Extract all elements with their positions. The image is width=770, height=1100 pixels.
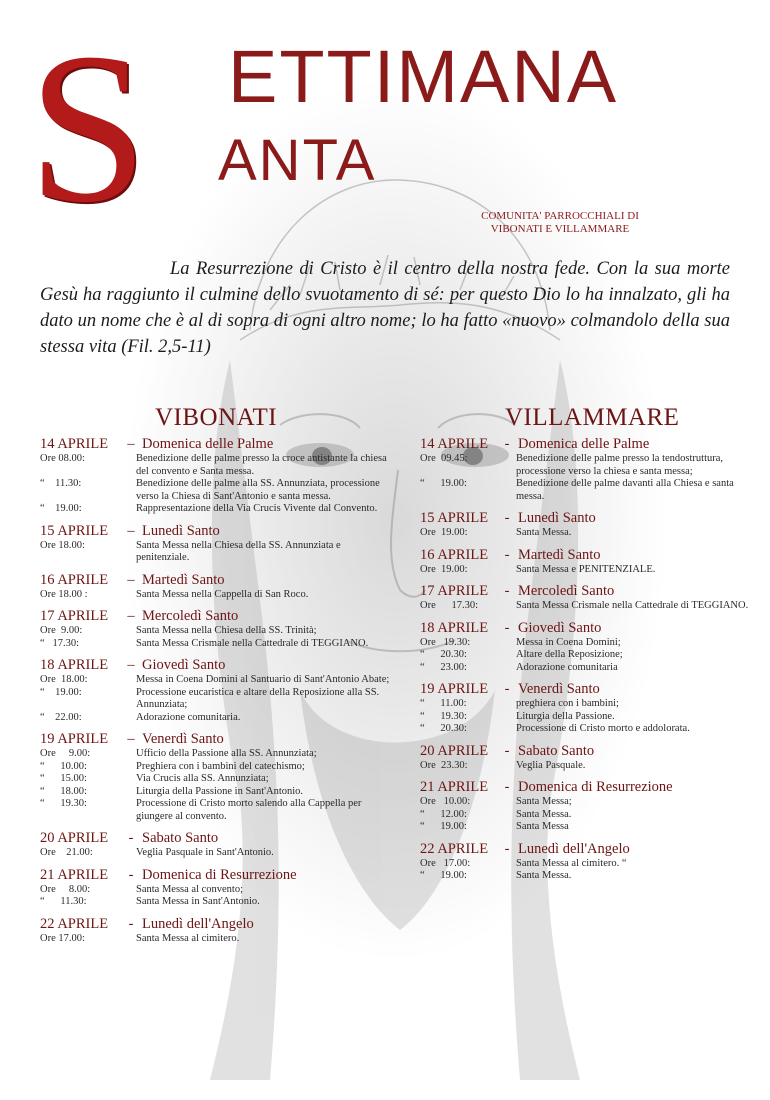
event-time: “ 20.30:: [420, 723, 467, 734]
event-time: Ore 19.00:: [420, 563, 468, 575]
schedule-event: [40, 798, 410, 823]
day-dash: -: [128, 866, 134, 883]
event-description: Santa Messa Crismale nella Cattedrale di TEGGIANO.: [516, 600, 749, 611]
day-dash: -: [504, 840, 510, 857]
schedule-event: [40, 638, 410, 651]
day-heading: [420, 582, 750, 600]
event-time: Ore 10.00:: [420, 796, 471, 807]
event-description: Altare della Reposizione;: [516, 649, 623, 660]
schedule-day: [40, 866, 410, 909]
event-description: Veglia Pasquale.: [516, 759, 586, 771]
day-title: Lunedì dell'Angelo: [518, 840, 630, 857]
event-time: “ 11.00:: [420, 698, 467, 709]
event-description: Santa Messa in Sant'Antonio.: [136, 896, 260, 907]
event-description: Rappresentazione della Via Crucis Vivente dal Convento.: [136, 503, 378, 514]
vibonati-schedule: [40, 435, 410, 951]
day-date: 21 APRILE: [420, 779, 489, 795]
schedule-day: [420, 742, 750, 773]
day-heading: [40, 656, 410, 674]
event-description: Messa in Coena Domini al Santuario di Sant'Antonio Abate;: [136, 674, 390, 685]
day-heading: [40, 522, 410, 540]
schedule-event: [420, 564, 750, 577]
schedule-day: [40, 522, 410, 565]
event-description: Adorazione comunitaria: [516, 661, 618, 673]
schedule-event: [40, 540, 410, 565]
community-subtitle: [430, 210, 690, 236]
event-time: “ 19.00:: [40, 686, 82, 698]
schedule-day: [40, 915, 410, 946]
event-description: Liturgia della Passione in Sant'Antonio.: [136, 785, 304, 797]
title-line-1: ETTIMANA: [228, 35, 619, 118]
schedule-day: [420, 840, 750, 883]
day-title: Domenica delle Palme: [142, 436, 274, 452]
schedule-event: [40, 773, 410, 786]
schedule-event: [420, 723, 750, 736]
day-dash: -: [504, 681, 510, 697]
event-description: Via Crucis alla SS. Annunziata;: [136, 773, 269, 784]
day-dash: -: [504, 619, 510, 636]
day-date: 19 APRILE: [420, 681, 489, 697]
schedule-event: [40, 625, 410, 638]
schedule-event: [40, 453, 410, 478]
day-dash: -: [504, 436, 510, 452]
day-title: Martedì Santo: [518, 546, 601, 563]
day-dash: –: [127, 731, 135, 747]
schedule-event: [40, 503, 410, 516]
event-time: “ 22.00:: [40, 711, 82, 723]
day-heading: [40, 607, 410, 625]
day-date: 18 APRILE: [420, 619, 489, 636]
day-heading: [40, 571, 410, 589]
event-description: Adorazione comunitaria.: [136, 711, 241, 723]
day-heading: [420, 435, 750, 453]
schedule-event: [420, 600, 750, 613]
event-time: Ore 09.45:: [420, 453, 468, 464]
schedule-event: [40, 589, 410, 602]
event-description: Preghiera con i bambini del catechismo;: [136, 760, 305, 772]
event-description: Processione di Cristo morto e addolorata.: [516, 723, 690, 734]
day-date: 19 APRILE: [40, 731, 109, 747]
day-date: 18 APRILE: [40, 657, 109, 673]
day-date: 20 APRILE: [40, 830, 109, 846]
event-time: “ 19.00:: [40, 503, 82, 514]
schedule-day: [420, 546, 750, 577]
schedule-day: [40, 435, 410, 516]
day-title: Domenica di Resurrezione: [518, 779, 673, 795]
schedule-event: [420, 796, 750, 809]
day-dash: -: [504, 779, 510, 795]
day-dash: -: [128, 830, 134, 846]
event-time: “ 12.00:: [420, 808, 467, 820]
event-description: Benedizione delle palme presso la croce antistante la chiesa del convento e Santa messa.: [136, 453, 387, 477]
day-dash: –: [127, 522, 135, 539]
event-description: Ufficio della Passione alla SS. Annunziata;: [136, 748, 317, 759]
day-date: 22 APRILE: [420, 840, 489, 857]
schedule-event: [40, 748, 410, 761]
event-description: Santa Messa Crismale nella Cattedrale di TEGGIANO.: [136, 637, 369, 649]
event-time: “ 19.00:: [420, 870, 467, 881]
day-dash: -: [504, 546, 510, 563]
day-heading: [40, 730, 410, 748]
day-date: 21 APRILE: [40, 866, 109, 883]
schedule-day: [420, 619, 750, 675]
event-time: Ore 9.00:: [40, 748, 91, 759]
schedule-day: [420, 680, 750, 736]
event-time: “ 23.00:: [420, 661, 467, 673]
event-time: Ore 17.00:: [40, 932, 85, 944]
day-heading: [420, 680, 750, 698]
schedule-day: [420, 778, 750, 834]
schedule-event: [420, 821, 750, 834]
event-description: Veglia Pasquale in Sant'Antonio.: [136, 847, 274, 858]
day-title: Sabato Santo: [142, 830, 219, 846]
event-time: “ 18.00:: [40, 785, 87, 797]
day-heading: [420, 742, 750, 760]
event-time: Ore 8.00:: [40, 883, 91, 895]
event-time: Ore 18.00 :: [40, 588, 88, 600]
event-time: Ore 18.00:: [40, 674, 88, 685]
schedule-event: [40, 761, 410, 774]
schedule-event: [40, 884, 410, 897]
event-description: Santa Messa al cimitero. “: [516, 857, 627, 869]
day-heading: [40, 829, 410, 847]
event-time: Ore 23.30:: [420, 759, 468, 771]
schedule-event: [420, 453, 750, 478]
day-title: Giovedì Santo: [142, 657, 226, 673]
event-description: Processione eucaristica e altare della Reposizione alla SS. Annunziata;: [136, 686, 380, 710]
schedule-event: [40, 687, 410, 712]
day-heading: [420, 840, 750, 858]
schedule-event: [40, 896, 410, 909]
event-time: Ore 9.00:: [40, 625, 83, 636]
event-time: “ 19.00:: [420, 478, 467, 489]
day-dash: –: [127, 608, 135, 624]
schedule-event: [40, 933, 410, 946]
event-time: “ 15.00:: [40, 773, 87, 784]
day-heading: [420, 546, 750, 564]
event-description: Santa Messa.: [516, 808, 572, 820]
day-title: Domenica delle Palme: [518, 436, 650, 452]
villammare-schedule: [420, 435, 750, 889]
day-title: Lunedì Santo: [518, 510, 596, 526]
day-dash: -: [504, 510, 510, 526]
schedule-day: [40, 829, 410, 860]
day-dash: -: [128, 915, 134, 932]
day-dash: –: [127, 571, 135, 588]
event-description: Benedizione delle palme alla SS. Annunziata, processione verso la Chiesa di Sant'Antonio e santa messa.: [136, 478, 380, 502]
community-line-1: COMUNITA' PARROCCHIALI DI: [481, 210, 639, 222]
schedule-event: [420, 662, 750, 675]
day-date: 17 APRILE: [40, 608, 109, 624]
day-heading: [420, 509, 750, 527]
day-title: Giovedì Santo: [518, 619, 602, 636]
event-time: “ 17.30:: [40, 637, 80, 649]
event-time: Ore 21.00:: [40, 847, 93, 858]
schedule-event: [420, 637, 750, 650]
schedule-day: [420, 582, 750, 613]
schedule-event: [420, 698, 750, 711]
day-title: Lunedì dell'Angelo: [142, 915, 254, 932]
event-time: Ore 08.00:: [40, 453, 85, 464]
day-title: Mercoledì Santo: [142, 608, 239, 624]
day-title: Sabato Santo: [518, 742, 595, 759]
schedule-event: [420, 760, 750, 773]
event-description: Processione di Cristo morto salendo alla Cappella per giungere al convento.: [136, 798, 362, 822]
event-description: Benedizione delle palme davanti alla Chiesa e santa messa.: [516, 478, 734, 502]
schedule-event: [420, 711, 750, 724]
event-description: Santa Messa al convento;: [136, 883, 244, 895]
day-date: 22 APRILE: [40, 915, 109, 932]
schedule-event: [420, 527, 750, 540]
day-date: 15 APRILE: [40, 522, 109, 539]
schedule-event: [420, 858, 750, 871]
community-line-2: VIBONATI E VILLAMMARE: [490, 223, 630, 235]
day-dash: –: [127, 657, 135, 673]
day-date: 20 APRILE: [420, 742, 489, 759]
event-description: Santa Messa: [516, 821, 569, 832]
schedule-event: [40, 786, 410, 799]
day-heading: [420, 778, 750, 796]
event-time: “ 11.30:: [40, 478, 82, 489]
event-time: Ore 17.30:: [420, 600, 479, 611]
event-description: Santa Messa;: [516, 796, 572, 807]
event-time: Ore 19.30:: [420, 636, 471, 648]
schedule-day: [40, 607, 410, 650]
schedule-event: [40, 712, 410, 725]
day-heading: [40, 435, 410, 453]
day-title: Martedì Santo: [142, 571, 225, 588]
event-description: Liturgia della Passione.: [516, 710, 615, 722]
day-date: 16 APRILE: [40, 571, 109, 588]
day-date: 14 APRILE: [40, 436, 109, 452]
event-description: Santa Messa nella Chiesa della SS. Trinità;: [136, 625, 317, 636]
schedule-day: [40, 571, 410, 602]
event-time: “ 19.30:: [40, 798, 87, 809]
event-time: “ 19.30:: [420, 710, 467, 722]
event-time: “ 19.00:: [420, 821, 467, 832]
title-initial-letter: S: [28, 8, 148, 247]
event-time: Ore 18.00:: [40, 539, 85, 551]
day-heading: [420, 619, 750, 637]
vibonati-heading: VIBONATI: [155, 404, 278, 431]
day-dash: -: [504, 742, 510, 759]
event-description: Santa Messa.: [516, 870, 572, 881]
title-line-2: ANTA: [218, 128, 377, 193]
schedule-event: [420, 809, 750, 822]
day-date: 15 APRILE: [420, 510, 489, 526]
event-description: Benedizione delle palme presso la tendostruttura, processione verso la chiesa e santa messa;: [516, 453, 724, 477]
day-date: 17 APRILE: [420, 583, 489, 599]
event-time: “ 20.30:: [420, 649, 467, 660]
day-title: Venerdì Santo: [518, 681, 600, 697]
day-title: Lunedì Santo: [142, 522, 220, 539]
villammare-heading: VILLAMMARE: [505, 404, 680, 431]
schedule-day: [40, 730, 410, 823]
day-title: Mercoledì Santo: [518, 583, 615, 599]
day-date: 16 APRILE: [420, 546, 489, 563]
day-title: Domenica di Resurrezione: [142, 866, 297, 883]
event-time: Ore 17.00:: [420, 857, 471, 869]
day-dash: -: [504, 583, 510, 599]
day-title: Venerdì Santo: [142, 731, 224, 747]
schedule-event: [420, 649, 750, 662]
event-description: preghiera con i bambini;: [516, 698, 619, 709]
intro-paragraph: [40, 256, 730, 360]
event-time: “ 11.30:: [40, 896, 87, 907]
day-heading: [40, 915, 410, 933]
event-time: “ 10.00:: [40, 760, 87, 772]
event-time: Ore 19.00:: [420, 527, 468, 538]
event-description: Santa Messa e PENITENZIALE.: [516, 563, 656, 575]
event-description: Santa Messa.: [516, 527, 572, 538]
schedule-event: [40, 847, 410, 860]
schedule-day: [40, 656, 410, 724]
day-heading: [40, 866, 410, 884]
event-description: Messa in Coena Domini;: [516, 636, 621, 648]
event-description: Santa Messa al cimitero.: [136, 932, 240, 944]
event-description: Santa Messa nella Chiesa della SS. Annunziata e penitenziale.: [136, 539, 341, 563]
schedule-day: [420, 435, 750, 503]
day-date: 14 APRILE: [420, 436, 489, 452]
schedule-day: [420, 509, 750, 540]
schedule-event: [40, 478, 410, 503]
day-dash: –: [127, 436, 135, 452]
schedule-event: [420, 478, 750, 503]
event-description: Santa Messa nella Cappella di San Roco.: [136, 588, 309, 600]
schedule-event: [420, 870, 750, 883]
intro-text: La Resurrezione di Cristo è il centro della nostra fede. Con la sua morte Gesù ha raggiunto il culmine dello svuotamento di sé: per questo Dio lo ha innalzato, gli ha dato un nome che è al di sopra di ogni altro nome; lo ha fatto «nuovo» colmandolo della sua stessa vita (Fil. 2,5-11): [40, 259, 730, 357]
schedule-event: [40, 674, 410, 687]
